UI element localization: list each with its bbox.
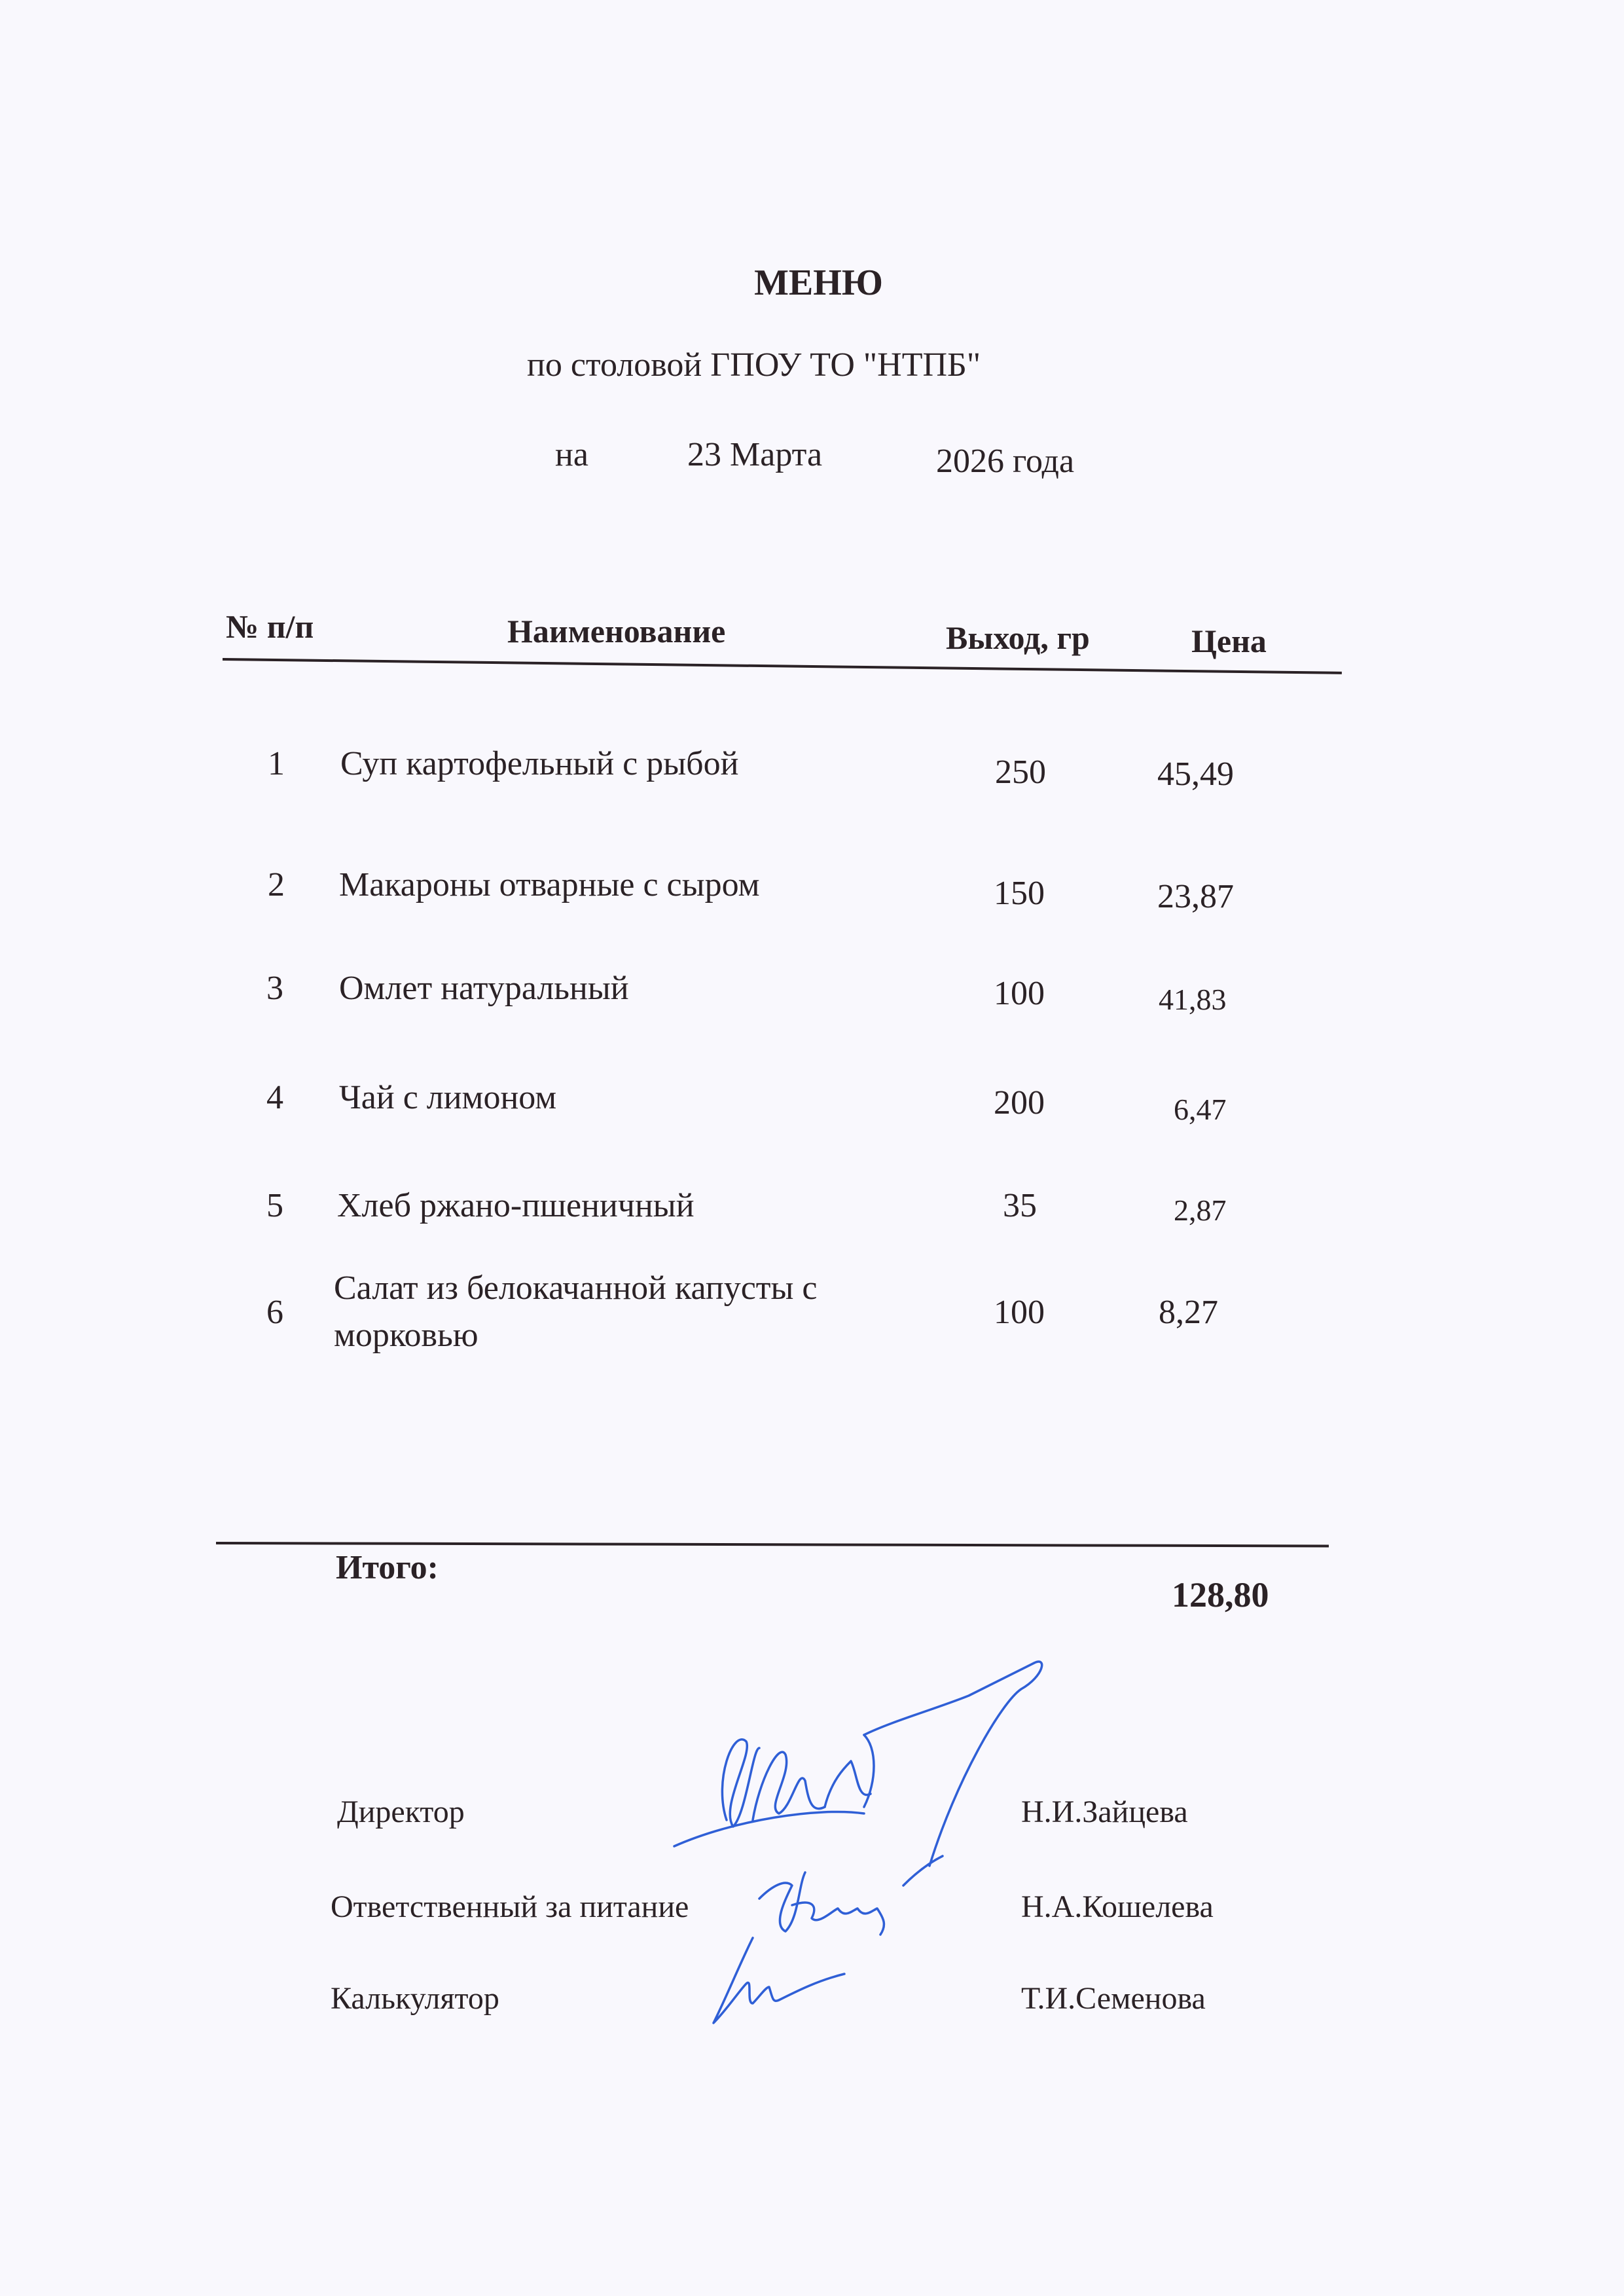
header-yield: Выход, гр — [946, 619, 1090, 656]
row-yield: 200 — [994, 1084, 1045, 1121]
signature-role-catering: Ответственный за питание — [331, 1889, 689, 1924]
total-label: Итого: — [336, 1549, 439, 1586]
row-yield: 35 — [1003, 1187, 1037, 1224]
row-price: 8,27 — [1159, 1294, 1218, 1331]
row-name: Макароны отварные с сыром — [339, 866, 760, 903]
row-price: 45,49 — [1157, 756, 1234, 793]
signature-role-director: Директор — [337, 1795, 465, 1829]
total-value: 128,80 — [1172, 1575, 1269, 1614]
signature-name-catering: Н.А.Кошелева — [1021, 1889, 1214, 1924]
row-yield: 150 — [994, 875, 1045, 912]
row-name: Омлет натуральный — [339, 970, 629, 1007]
date-year: 2026 года — [936, 443, 1075, 480]
document-title: МЕНЮ — [754, 263, 883, 303]
row-price: 6,47 — [1174, 1093, 1227, 1126]
row-yield: 100 — [994, 975, 1045, 1012]
signature-role-calculator: Калькулятор — [331, 1981, 499, 2016]
header-divider — [223, 658, 1342, 674]
row-yield: 250 — [995, 754, 1046, 791]
row-yield: 100 — [994, 1294, 1045, 1331]
row-number: 6 — [266, 1294, 283, 1331]
header-price: Цена — [1191, 623, 1267, 659]
row-price: 2,87 — [1174, 1194, 1227, 1227]
row-name: Чай с лимоном — [339, 1079, 557, 1116]
row-number: 2 — [268, 866, 285, 903]
row-price: 23,87 — [1157, 878, 1234, 915]
header-number: № п/п — [226, 608, 314, 645]
row-name: Хлеб ржано-пшеничный — [337, 1187, 695, 1224]
row-number: 5 — [266, 1187, 283, 1224]
row-number: 3 — [266, 970, 283, 1007]
handwritten-signature-icon — [746, 1846, 969, 1944]
handwritten-signature-icon — [707, 1931, 864, 2030]
date-day-month: 23 Марта — [687, 436, 823, 473]
document-subtitle: по столовой ГПОУ ТО "НТПБ" — [527, 346, 981, 384]
signature-name-calculator: Т.И.Семенова — [1021, 1981, 1206, 2016]
row-price: 41,83 — [1159, 983, 1227, 1016]
total-divider — [216, 1542, 1329, 1547]
header-name: Наименование — [507, 613, 726, 649]
date-prefix: на — [555, 436, 588, 473]
row-name: Салат из белокачанной капусты с морковью — [334, 1269, 818, 1354]
signature-name-director: Н.И.Зайцева — [1021, 1795, 1188, 1829]
row-number: 1 — [268, 745, 285, 782]
row-name: Суп картофельный с рыбой — [340, 745, 739, 782]
row-number: 4 — [266, 1079, 283, 1116]
